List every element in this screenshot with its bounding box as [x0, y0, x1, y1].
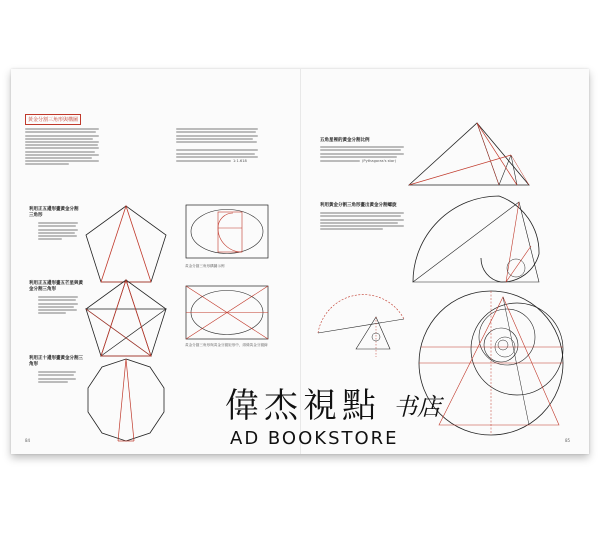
golden-triangle-rectangle-figure	[185, 285, 269, 340]
figure-heading-decagon: 利用正十邊形畫黃金分割三角形	[29, 356, 83, 367]
pythagoras-star-heading: 五角星裡的黃金分割比例	[320, 138, 370, 143]
caption-2: 黃金分割三角形與黃金分割矩形中，兩條黃金分割線	[185, 343, 268, 347]
decagon-figure	[80, 354, 172, 446]
pentagram-figure	[80, 274, 172, 364]
golden-spiral-text	[320, 211, 404, 231]
right-page-number: 85	[565, 438, 571, 443]
golden-spiral-triangle-figure	[411, 194, 541, 284]
golden-rectangle-spiral-figure	[185, 204, 269, 259]
watermark-chinese	[225, 384, 460, 424]
semicircle-construction-figure	[316, 289, 406, 359]
figure-heading-pentagon-triangle: 利用正五邊形畫黃金分割三角形	[29, 207, 79, 218]
figure-text-3	[38, 370, 76, 384]
figure-text-1	[38, 221, 78, 241]
intro-text-block-2	[176, 127, 258, 163]
figure-heading-pentagram: 利用正五邊形畫五芒星與黃金分割三角形	[29, 281, 83, 292]
golden-ratio-text: 1:1.618	[233, 158, 247, 163]
watermark-chinese-main: 偉杰視點	[225, 386, 381, 424]
watermark-english: AD BOOKSTORE	[230, 428, 399, 449]
figure-text-2	[38, 295, 78, 315]
watermark-chinese-suffix: 书店	[393, 393, 441, 421]
section-heading: 黃金分割三角形與構圖	[25, 114, 81, 125]
left-page-number: 84	[25, 438, 31, 443]
pythagoras-star-text	[320, 145, 404, 163]
golden-triangle-subdivision-figure	[407, 119, 532, 191]
intro-text-block	[25, 127, 99, 166]
caption-1: 黃金分割三角形構圖示例	[185, 264, 225, 268]
pythagoras-english: (Pythagoras's star)	[362, 159, 396, 164]
golden-spiral-heading: 利用黃金分割三角形畫出黃金分割螺旋	[320, 203, 397, 208]
